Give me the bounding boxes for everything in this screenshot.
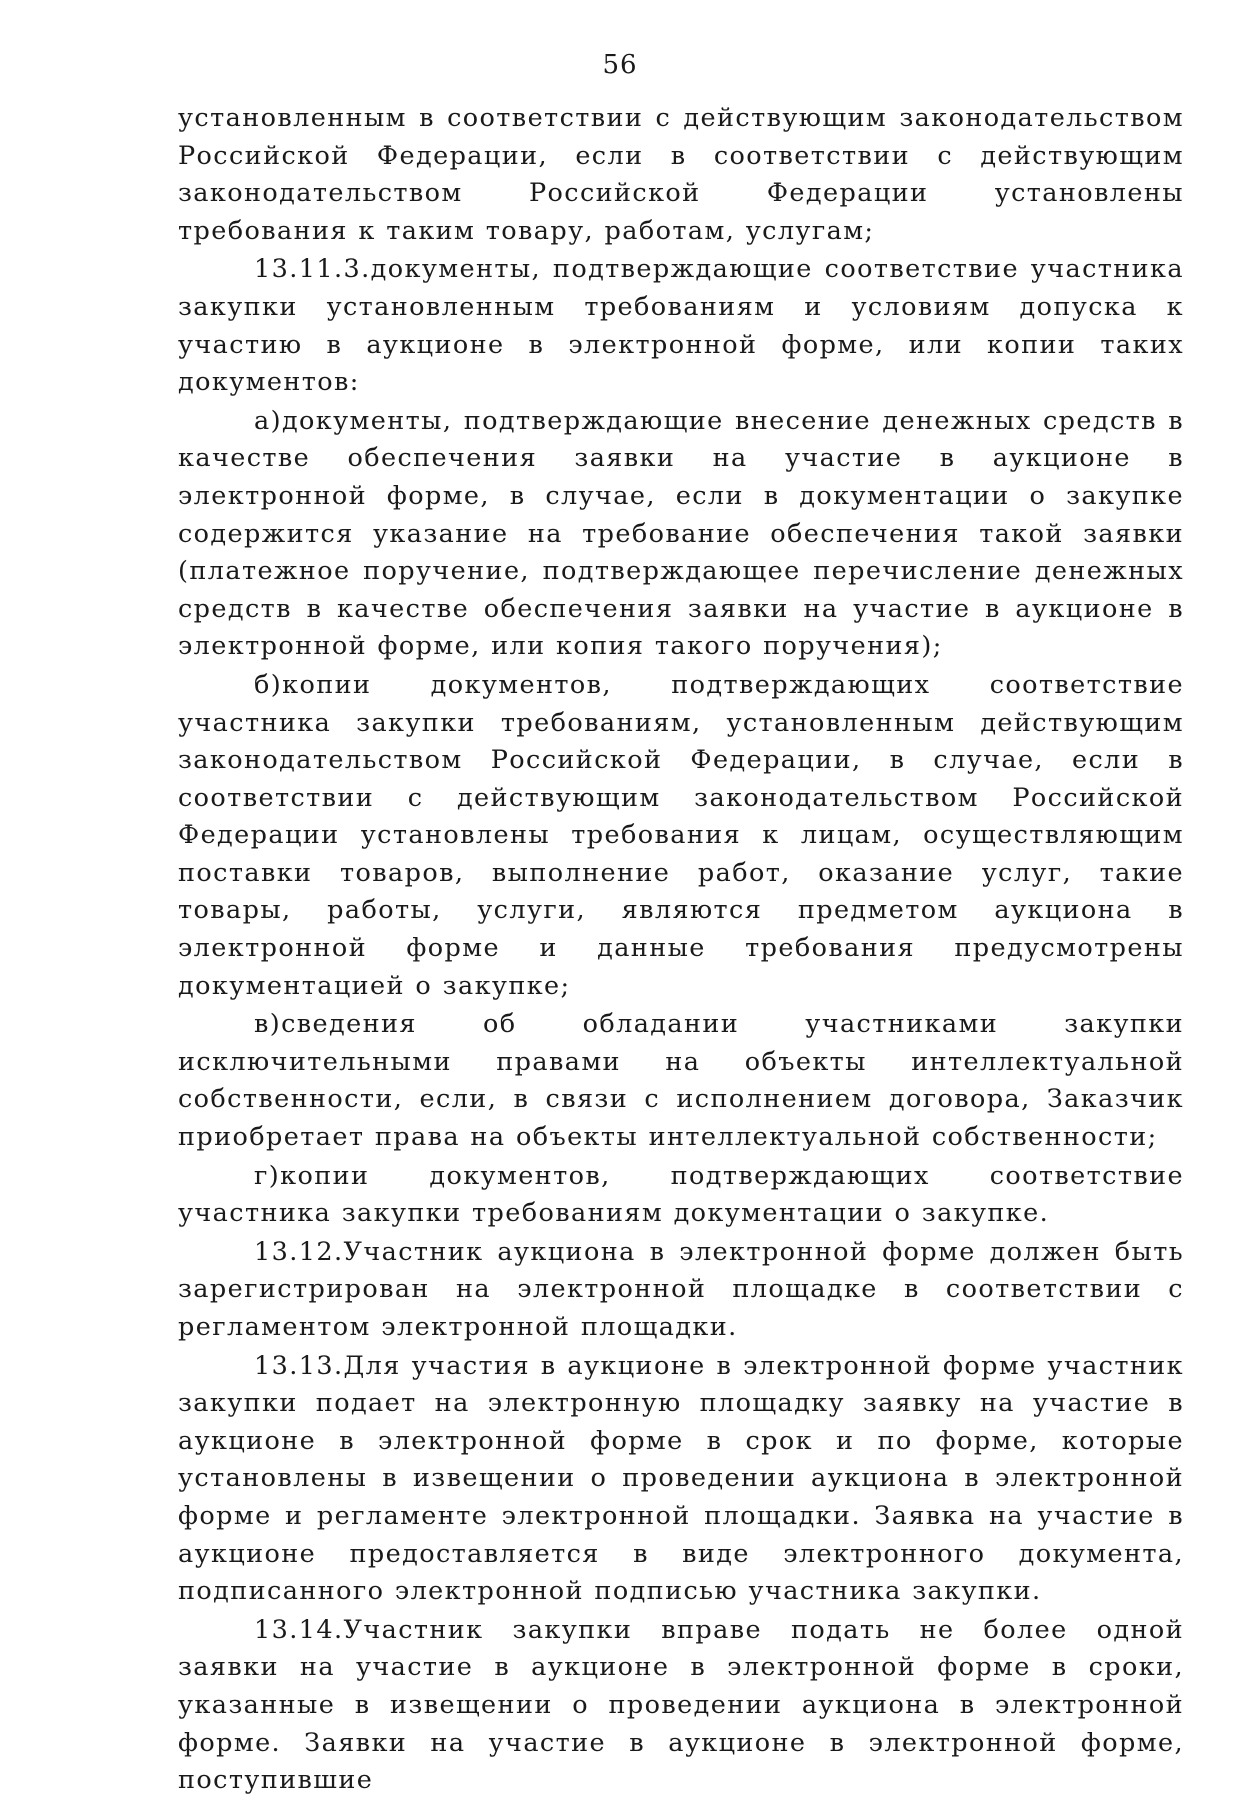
document-body [178, 100, 1184, 1800]
paragraph: в)сведения об обладании участниками закупки исключительными правами на объекты интеллектуальной собственности, если, в связи с исполнением договора, Заказчик приобретает права на объекты интеллектуальной собственности; [178, 1009, 1184, 1153]
paragraph: г)копии документов, подтверждающих соответствие участника закупки требованиям документации о закупке. [178, 1160, 1184, 1229]
paragraph: 13.11.3.документы, подтверждающие соответствие участника закупки установленным требованиям и условиям допуска к участию в аукционе в электронной форме, или копии таких документов: [178, 254, 1184, 398]
paragraph: установленным в соответствии с действующим законодательством Российской Федерации, если в соответствии с действующим законодательством Российской Федерации установлены требования к таким товару, работам, услугам; [178, 103, 1184, 246]
paragraph: 13.12.Участник аукциона в электронной форме должен быть зарегистрирован на электронной площадке в соответствии с регламентом электронной площадки. [178, 1236, 1184, 1342]
paragraph: б)копии документов, подтверждающих соответствие участника закупки требованиям, установленным действующим законодательством Российской Федерации, в случае, если в соответствии с действующим законодательством Российской Федерации установлены требования к лицам, осуществляющим поставки товаров, выполнение работ, оказание услуг, такие товары, работы, услуги, являются предметом аукциона в электронной форме и данные требования предусмотрены документацией о закупке; [178, 669, 1184, 1001]
paragraph: а)документы, подтверждающие внесение денежных средств в качестве обеспечения заявки на участие в аукционе в электронной форме, в случае, если в документации о закупке содержится указание на требование обеспечения такой заявки (платежное поручение, подтверждающее перечисление денежных средств в качестве обеспечения заявки на участие в аукционе в электронной форме, или копия такого поручения); [178, 405, 1184, 662]
paragraph: 13.14.Участник закупки вправе подать не более одной заявки на участие в аукционе в электронной форме в сроки, указанные в извещении о проведении аукциона в электронной форме. Заявки на участие в аукционе в электронной форме, поступившие [178, 1614, 1184, 1796]
page-number: 56 [602, 50, 638, 80]
paragraph: 13.13.Для участия в аукционе в электронной форме участник закупки подает на электронную площадку заявку на участие в аукционе в электронной форме в срок и по форме, которые установлены в извещении о проведении аукциона в электронной форме и регламенте электронной площадки. Заявка на участие в аукционе предоставляется в виде электронного документа, подписанного электронной подписью участника закупки. [178, 1350, 1184, 1607]
